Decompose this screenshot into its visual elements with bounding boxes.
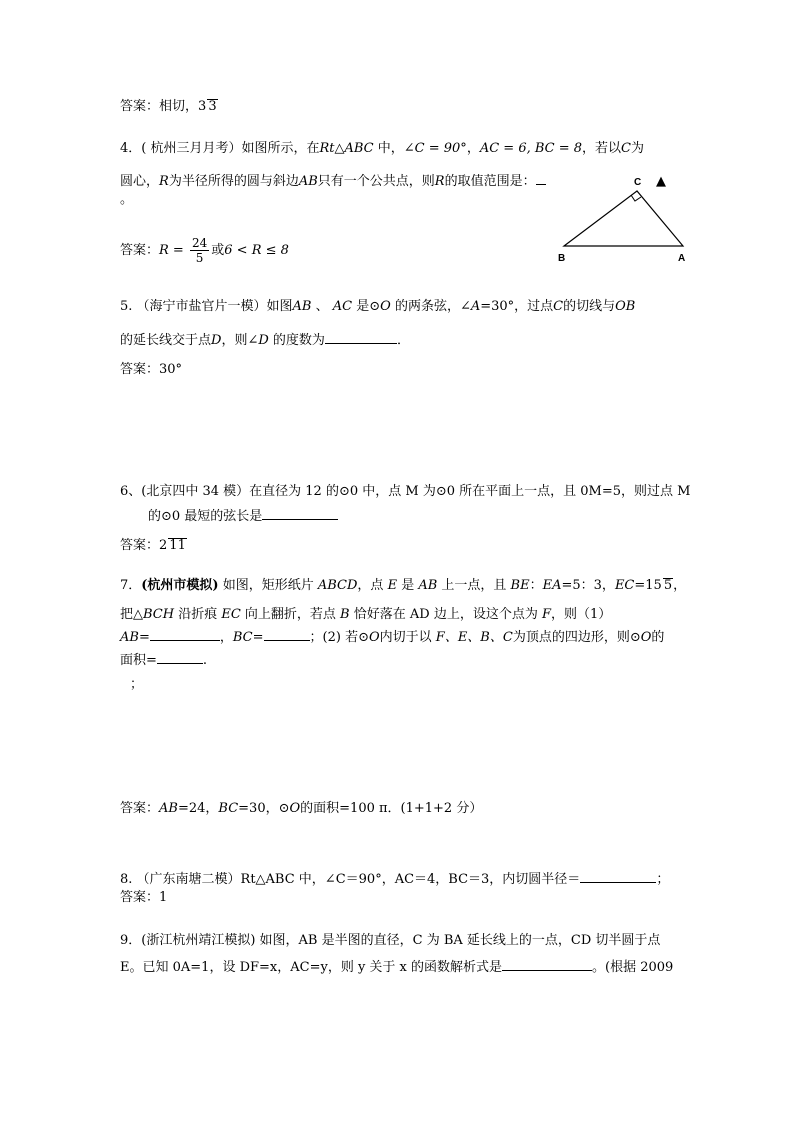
q7-line2: 把△BCH 沿折痕 EC 向上翻折，若点 B 恰好落在 AD 边上，设这个点为 F，则（1） [120, 607, 612, 622]
q7-line4: 面积= . [120, 653, 208, 668]
q4-line1: 4．( 杭州三月月考）如图所示，在Rt△ABC 中，∠C = 90°，AC = 6, BC = 8，若以C为 [120, 141, 645, 156]
blank-q5 [325, 331, 397, 344]
q4-line3: 。 [120, 192, 134, 207]
q9-line1: 9．(浙江杭州靖江模拟) 如图，AB 是半图的直径，C 为 BA 延长线上的一点，CD 切半圆于点 [120, 933, 661, 948]
q8-answer: 答案：1 [120, 890, 168, 905]
q7-line1: 7．(杭州市模拟) 如图，矩形纸片 ABCD，点 E 是 AB 上一点，且 BE：EA=5：3，EC=15 5， [120, 578, 687, 593]
label-a: A [678, 253, 686, 264]
q7-line3: AB= ，BC= ；(2) 若⊙O内切于以 F、E、B、C为顶点的四边形，则⊙O的 [120, 630, 665, 645]
q6-line2: 的⊙0 最短的弦长是 [148, 507, 338, 525]
q6-answer: 答案：2 11 [120, 538, 186, 553]
blank-q7-area [157, 651, 203, 664]
q7-answer: 答案：AB=24，BC=30，⊙O的面积=100 π．(1+1+2 分） [120, 801, 483, 816]
q5-line1: 5. （海宁市盐官片一模）如图AB 、 AC 是⊙O 的两条弦，∠A=30°，过点C的切线与OB [120, 299, 636, 314]
triangle-figure [550, 168, 700, 268]
blank-q6 [262, 507, 338, 520]
q9-line2: E。已知 0A=1，设 DF=x，AC=y，则 y 关于 x 的函数解析式是 。(根据 2009 [120, 960, 674, 975]
fraction-24-5: $\frac{24}{5}$ [191, 236, 208, 265]
q8-line1: 8. （广东南塘二模）Rt△ABC 中，∠C＝90°，AC＝4，BC＝3，内切圆半径＝ ； [120, 872, 670, 887]
q4-answer: 答案：R = $\frac{24}{5}$ 或6 < R ≤ 8 [120, 236, 289, 265]
label-b: B [558, 253, 566, 264]
blank-q8 [580, 870, 656, 883]
triangle-abc [564, 191, 683, 246]
blank-q7-bc [264, 628, 310, 641]
triangle-mark-icon: ▲ [656, 174, 666, 189]
blank-q9 [502, 958, 592, 971]
q5-line2: 的延长线交于点D，则∠D 的度数为 ． [120, 333, 410, 348]
label-c: C [634, 177, 642, 188]
answer-3: 答案：相切，3 3 [120, 99, 217, 114]
q4-line2: 圆心，R为半径所得的圆与斜边AB只有一个公共点，则R的取值范围是： [120, 172, 546, 190]
q6-line1: 6、(北京四中 34 模）在直径为 12 的⊙0 中，点 M 为⊙0 所在平面上一点，且 0M=5，则过点 M [120, 484, 691, 499]
q7-semicolon: ； [130, 677, 144, 692]
blank-q7-ab [150, 628, 220, 641]
blank-q4 [536, 172, 546, 185]
right-angle-mark [631, 195, 641, 201]
q5-answer: 答案：30° [120, 362, 183, 377]
